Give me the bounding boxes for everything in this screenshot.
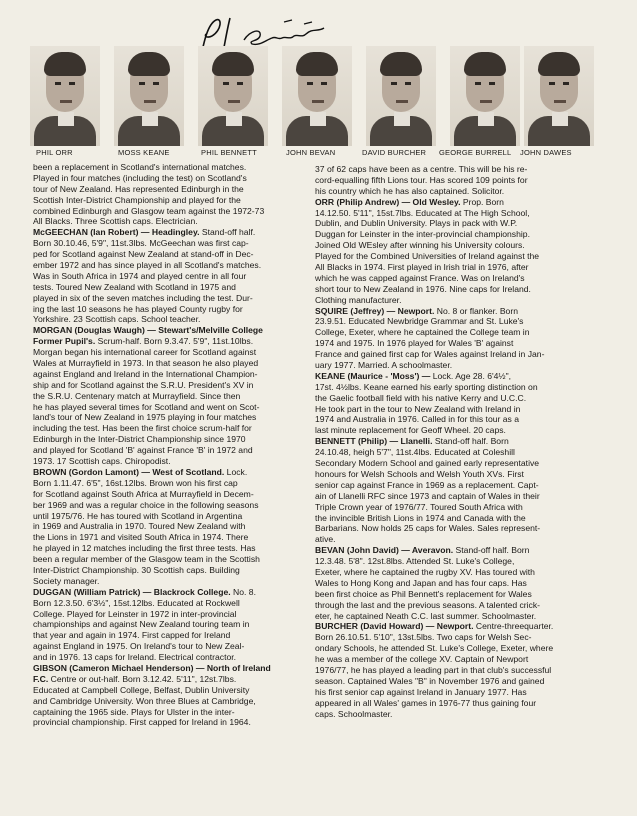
text-line: ondary Schools, he attended St. Luke's College, Exeter, where	[315, 643, 554, 654]
text-line: College, Exeter, where he captained the College team in	[315, 327, 530, 338]
text-line: Scottish Inter-District Championship and played for the	[33, 194, 241, 205]
text-line: ative.	[315, 534, 336, 545]
text-line: Wales to Hong Kong and Japan and has four caps. Has	[315, 577, 527, 588]
text-line: Barbarians. Now holds 25 caps for Wales. Sales represent-	[315, 523, 541, 534]
text-line: short tour to New Zealand in 1976. Nine caps for Ireland.	[315, 283, 531, 294]
text-line: appeared in all Wales' games in 1976-77 thus gaining four	[315, 697, 537, 708]
text-line: Wales at Murrayfield in 1973. In that season he also played	[33, 358, 259, 369]
text-line: honours for Welsh Schools and Welsh Youth XVs. First	[315, 468, 524, 479]
text-line: Yorkshire. 23 Scottish caps. School teacher.	[33, 314, 201, 325]
text-line: senior cap against France in 1969 as a replacement. Capt-	[315, 479, 539, 490]
text-line: 17st. 4½lbs. Keane earned his early sporting distinction on	[315, 381, 538, 392]
text-line: All Blacks in 1974. First played in Irish trial in 1976, after	[315, 262, 529, 273]
text-line: ing the last 10 seasons he has played County rugby for	[33, 303, 243, 314]
text-line: College. Played for Leinster in 1972 in inter-provincial	[33, 608, 237, 619]
text-line: 1974 and Australia in 1976. Called in for this tour as a	[315, 414, 519, 425]
text-line: season. Captained Wales "B" in November 1976 and gained	[315, 675, 545, 686]
text-line: cord-equalling fifth Lions tour. Has scored 109 points for	[315, 174, 528, 185]
text-line: Clothing manufacturer.	[315, 294, 402, 305]
text-line: Edinburgh in the Inter-District Championship since 1970	[33, 434, 246, 445]
text-line: Born 1.11.47. 6'5", 16st.12lbs. Brown won his first cap	[33, 477, 238, 488]
text-line: caps. Schoolmaster.	[315, 708, 393, 719]
text-line: 1976/77, he has played a leading part in that club's successful	[315, 664, 552, 675]
text-line: his country which he has also captained. Solicitor.	[315, 185, 505, 196]
text-line: played in six of the seven matches including the test. Dur-	[33, 292, 253, 303]
text-line: ber 1969 and was a regular choice in the following seasons	[33, 499, 259, 510]
text-line: France and gained first cap for Wales against Ireland in Jan-	[315, 349, 545, 360]
text-line: been a replacement in Scotland's international matches.	[33, 162, 247, 172]
text-line: championships and against New Zealand touring team in	[33, 619, 250, 630]
text-line: ship and for Scotland against the S.R.U. President's XV in	[33, 379, 254, 390]
text-line: Educated at Campbell College, Belfast, Dublin University	[33, 684, 250, 695]
text-line: ped for Scotland against New Zealand at stand-off in Dec-	[33, 249, 254, 260]
portrait-caption: MOSS KEANE	[118, 148, 170, 157]
player-portrait	[198, 46, 268, 146]
text-line: he played in 12 matches including the first three tests. Has	[33, 543, 256, 554]
text-line: 23.9.51. Educated Newbridge Grammar and St. Luke's	[315, 316, 524, 327]
text-line: for Scotland against South Africa at Murrayfield in Decem-	[33, 488, 254, 499]
player-portrait	[114, 46, 184, 146]
portrait-caption: JOHN DAWES	[520, 148, 572, 157]
text-line: 24.10.48, heigh 5'7", 11st.4lbs. Educated at Coleshill	[315, 447, 515, 458]
text-line: combined Edinburgh and Glasgow team against the 1972-73	[33, 205, 265, 216]
right-column-text	[315, 164, 605, 719]
text-line: SQUIRE (Jeffrey) — Newport. No. 8 or flanker. Born	[315, 305, 518, 316]
text-line: Born 12.3.50. 6'3½", 15st.12lbs. Educated at Rockwell	[33, 597, 240, 608]
text-line: Dublin, and Dublin University. Plays in pack with W.P.	[315, 218, 518, 229]
text-line: which he was capped against France. Was on Ireland's	[315, 272, 525, 283]
text-line: He took part in the tour to New Zealand with Ireland in	[315, 403, 521, 414]
text-line: ORR (Philip Andrew) — Old Wesley. Prop. Born	[315, 196, 504, 207]
text-line: and in 1976. 13 caps for Ireland. Electrical contractor.	[33, 652, 237, 663]
text-line: against England and Ireland in the International Champion-	[33, 368, 258, 379]
player-portrait	[450, 46, 520, 146]
text-line: Triple Crown year of 1976/77. Toured South Africa with	[315, 501, 523, 512]
player-portrait	[366, 46, 436, 146]
text-line: the Lions in 1971 and visited South Africa in 1974. There	[33, 532, 249, 543]
text-line: the invincible British Lions in 1974 and Canada with the	[315, 512, 526, 523]
text-line: BROWN (Gordon Lamont) — West of Scotland. Lock.	[33, 466, 248, 477]
text-line: in 1969 and Australia in 1970. Toured New Zealand with	[33, 521, 246, 532]
text-line: and played for Scotland 'B' against France 'B' in 1972 and	[33, 445, 253, 456]
text-line: Played in four matches (including the test) on Scotland's	[33, 172, 247, 183]
text-line: KEANE (Maurice - 'Moss') — Lock. Age 28. 6'4½",	[315, 370, 512, 381]
text-line: GIBSON (Cameron Michael Henderson) — North of Ireland	[33, 662, 271, 673]
text-line: Was in South Africa in 1974 and played centre in all four	[33, 270, 247, 281]
text-line: tour of New Zealand. Has represented Edinburgh in the	[33, 183, 244, 194]
text-line: Morgan began his international career for Scotland against	[33, 347, 257, 358]
text-line: Former Pupil's. Scrum-half. Born 9.3.47. 5'9", 11st.10lbs.	[33, 336, 254, 347]
player-portraits	[30, 46, 590, 146]
portrait-caption: PHIL ORR	[36, 148, 73, 157]
text-line: Born 26.10.51. 5'10", 13st.5lbs. Two caps for Welsh Sec-	[315, 632, 532, 643]
text-line: been a regular member of the Glasgow team in the Scottish	[33, 554, 260, 565]
text-line: Duggan for Leinster in the inter-provincial championship.	[315, 229, 530, 240]
text-line: Society manager.	[33, 575, 100, 586]
portrait-captions	[0, 148, 637, 162]
text-line: and Cambridge University. Won three Blues at Cambridge,	[33, 695, 256, 706]
text-line: ain of Llanelli RFC since 1973 and captain of Wales in their	[315, 490, 540, 501]
text-line: captaining the 1965 side. Plays for Ulster in the inter-	[33, 706, 235, 717]
player-portrait	[30, 46, 100, 146]
text-line: BEVAN (John David) — Averavon. Stand-off half. Born	[315, 545, 530, 556]
text-line: tests. Toured New Zealand with Scotland in 1975 and	[33, 281, 236, 292]
text-line: Joined Old WEsley after winning his University colours.	[315, 240, 525, 251]
player-portrait	[524, 46, 594, 146]
text-line: F.C. Centre or out-half. Born 3.12.42. 5'11", 12st.7lbs.	[33, 673, 237, 684]
text-line: BENNETT (Philip) — Llanelli. Stand-off half. Born	[315, 436, 509, 447]
text-line: Secondary Modern School and gained early representative	[315, 458, 540, 469]
text-line: 37 of 62 caps have been as a centre. This will be his re-	[315, 164, 528, 174]
text-line: Inter-District Championship. 30 Scottish caps. Building	[33, 564, 240, 575]
text-line: through the last and the previous seasons. A talented crick-	[315, 599, 541, 610]
text-line: ember 1972 and has since played in all Scotland's matches.	[33, 260, 262, 271]
text-line: the S.R.U. Centenary match at Murrayfield. Since then	[33, 390, 241, 401]
left-column-text	[33, 162, 313, 728]
text-line: 1974 and 1975. In 1976 played for Wales 'B' against	[315, 338, 514, 349]
text-line: BURCHER (David Howard) — Newport. Centre-threequarter.	[315, 621, 554, 632]
text-line: he was a member of the college XV. Captain of Newport	[315, 654, 529, 665]
text-line: his first senior cap against Ireland in January 1977. Has	[315, 686, 527, 697]
text-line: uary 1977. Married. A schoolmaster.	[315, 360, 453, 371]
text-line: All Blacks. Three Scottish caps. Electrician.	[33, 216, 198, 227]
text-line: DUGGAN (William Patrick) — Blackrock College. No. 8.	[33, 586, 256, 597]
text-line: that year and again in 1974. First capped for Ireland	[33, 630, 231, 641]
text-line: 1973. 17 Scottish caps. Chiropodist.	[33, 456, 171, 467]
text-line: land's tour of New Zealand in 1975 playing in four matches	[33, 412, 257, 423]
text-line: MORGAN (Douglas Waugh) — Stewart's/Melville College	[33, 325, 263, 336]
text-line: eter, he captained Neath C.C. last summer. Schoolmaster.	[315, 610, 537, 621]
player-portrait	[282, 46, 352, 146]
text-line: against England in 1975. On Ireland's tour to New Zeal-	[33, 641, 245, 652]
text-line: 12.3.48. 5'8". 12st.8lbs. Attended St. Luke's College,	[315, 556, 515, 567]
text-line: including the test. Has been the first choice scrum-half for	[33, 423, 252, 434]
portrait-caption: DAVID BURCHER	[362, 148, 427, 157]
text-line: provincial championship. First capped for Ireland in 1964.	[33, 717, 251, 728]
text-line: Born 30.10.46, 5'9", 11st.3lbs. McGeechan was first cap-	[33, 238, 249, 249]
portrait-caption: PHIL BENNETT	[201, 148, 257, 157]
text-line: until 1975/76. He has toured with Scotland in Argentina	[33, 510, 243, 521]
text-line: been first choice as Phil Bennett's replacement for Wales	[315, 588, 532, 599]
text-line: he has played several times for Scotland and went on Scot-	[33, 401, 260, 412]
text-line: Exeter, where he captained the rugby XV. Has toured with	[315, 566, 535, 577]
text-line: 14.12.50. 5'11", 15st.7lbs. Educated at The High School,	[315, 207, 530, 218]
text-line: Played for the Combined Universities of Ireland against the	[315, 251, 540, 262]
portrait-caption: GEORGE BURRELL	[439, 148, 512, 157]
text-line: the Gaelic football field with his native Kerry and U.C.C.	[315, 392, 527, 403]
text-line: last minute replacement for Geoff Wheel. 20 caps.	[315, 425, 506, 436]
portrait-caption: JOHN BEVAN	[286, 148, 336, 157]
text-line: McGEECHAN (Ian Robert) — Headingley. Stand-off half.	[33, 227, 256, 238]
